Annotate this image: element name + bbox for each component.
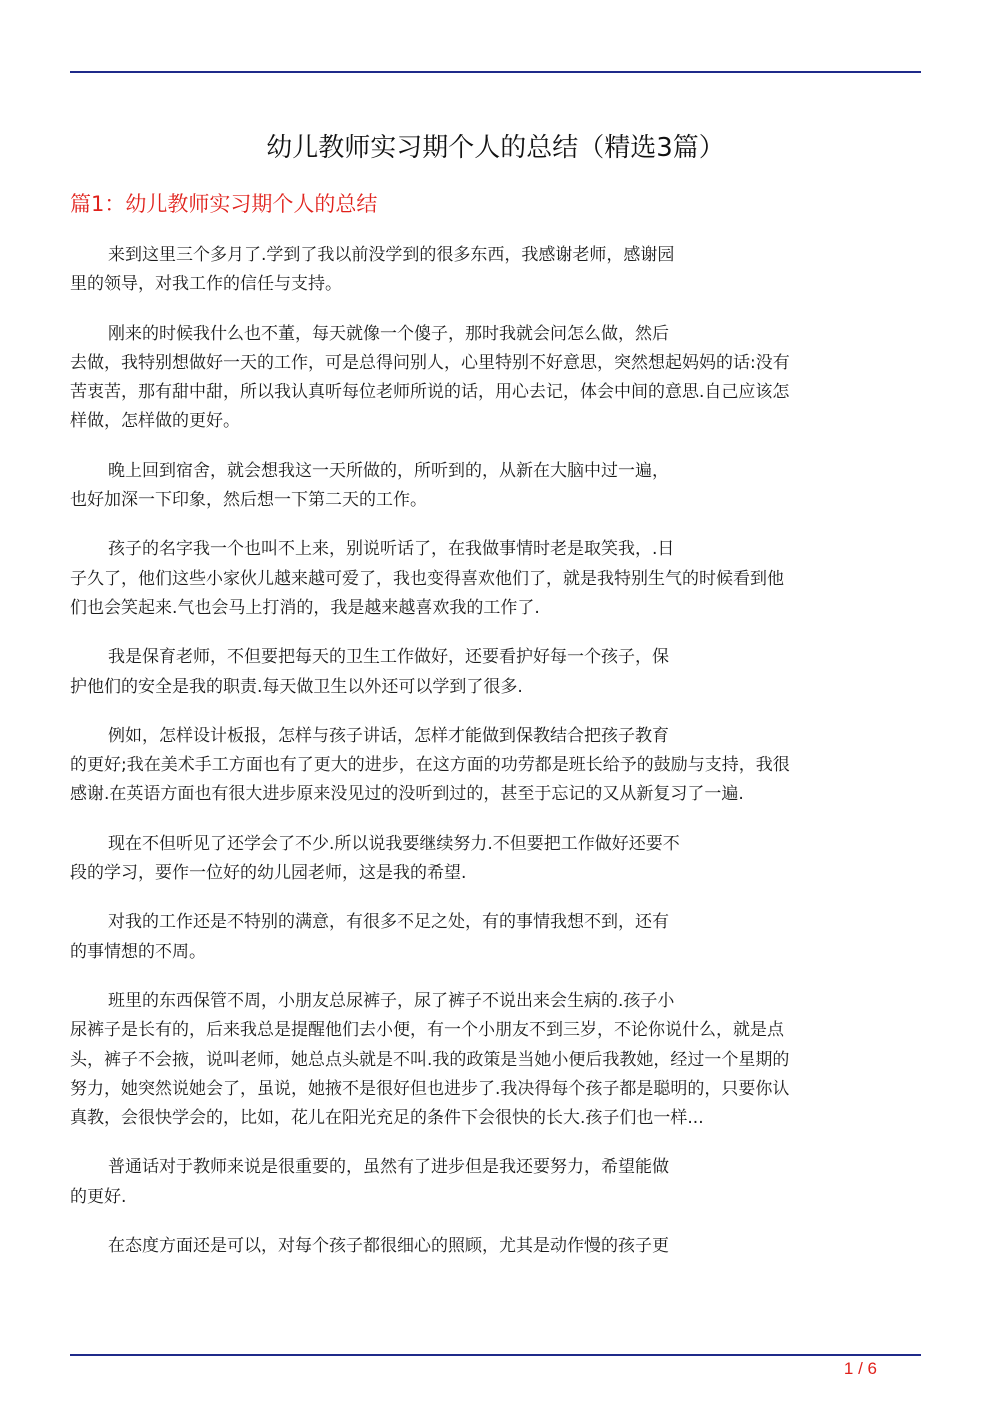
paragraph <box>70 535 918 623</box>
paragraph-line: 的更好. <box>70 1186 127 1207</box>
paragraph <box>70 1153 918 1212</box>
paragraph <box>70 908 918 967</box>
document-title: 幼儿教师实习期个人的总结（精选3篇） <box>266 133 725 163</box>
paragraph-line: 护他们的安全是我的职责.每天做卫生以外还可以学到了很多. <box>70 676 523 697</box>
paragraph <box>70 987 918 1133</box>
paragraph-line: 在态度方面还是可以，对每个孩子都很细心的照顾，尤其是动作慢的孩子更 <box>108 1236 669 1257</box>
section-heading: 篇1：幼儿教师实习期个人的总结 <box>70 192 378 216</box>
paragraph-line: 的更好;我在美术手工方面也有了更大的进步，在这方面的功劳都是班长给予的鼓励与支持，我很 <box>70 755 790 776</box>
paragraph-line: 对我的工作还是不特别的满意，有很多不足之处，有的事情我想不到，还有 <box>108 912 669 933</box>
paragraph-line: 尿裤子是长有的，后来我总是提醒他们去小便，有一个小朋友不到三岁，不论你说什么，就是点 <box>70 1020 784 1041</box>
paragraph <box>70 457 918 516</box>
paragraph-line: 感谢.在英语方面也有很大进步原来没见过的没听到过的，甚至于忘记的又从新复习了一遍. <box>70 784 744 805</box>
top-rule <box>70 71 921 73</box>
paragraph-line: 样做，怎样做的更好。 <box>70 411 240 432</box>
paragraph <box>70 830 918 889</box>
paragraph-line: 们也会笑起来.气也会马上打消的，我是越来越喜欢我的工作了. <box>70 597 540 618</box>
page-number: 1 / 6 <box>843 1359 877 1378</box>
paragraph-line: 来到这里三个多月了.学到了我以前没学到的很多东西，我感谢老师，感谢园 <box>108 245 675 265</box>
paragraph-line: 我是保育老师，不但要把每天的卫生工作做好，还要看护好每一个孩子，保 <box>108 647 669 668</box>
paragraph <box>70 241 918 300</box>
paragraph-line: 现在不但听见了还学会了不少.所以说我要继续努力.不但要把工作做好还要不 <box>108 833 680 854</box>
paragraph <box>70 320 918 437</box>
paragraph-line: 真教，会很快学会的，比如，花儿在阳光充足的条件下会很快的长大.孩子们也一样... <box>70 1108 704 1129</box>
paragraph-line: 子久了，他们这些小家伙儿越来越可爱了，我也变得喜欢他们了，就是我特别生气的时候看到他 <box>70 568 784 589</box>
paragraph-line: 例如，怎样设计板报，怎样与孩子讲话，怎样才能做到保教结合把孩子教育 <box>108 725 669 746</box>
paragraph-line: 普通话对于教师来说是很重要的，虽然有了进步但是我还要努力，希望能做 <box>108 1157 669 1178</box>
paragraph-line: 段的学习，要作一位好的幼儿园老师，这是我的希望. <box>70 863 467 884</box>
paragraph <box>70 722 918 810</box>
paragraph-line: 去做，我特别想做好一天的工作，可是总得问别人，心里特别不好意思，突然想起妈妈的话:没有 <box>70 352 790 373</box>
paragraph-line: 班里的东西保管不周，小朋友总尿裤子，尿了裤子不说出来会生病的.孩子小 <box>108 990 675 1011</box>
paragraph-line: 也好加深一下印象，然后想一下第二天的工作。 <box>70 490 427 511</box>
paragraph <box>70 1232 918 1261</box>
paragraph-line: 里的领导，对我工作的信任与支持。 <box>70 274 342 295</box>
paragraph-line: 头，裤子不会掖，说叫老师，她总点头就是不叫.我的政策是当她小便后我教她，经过一个星期的 <box>70 1049 790 1070</box>
document-body <box>70 241 918 1281</box>
paragraph <box>70 643 918 702</box>
paragraph-line: 晚上回到宿舍，就会想我这一天所做的，所听到的，从新在大脑中过一遍， <box>108 460 669 481</box>
bottom-rule <box>70 1354 921 1356</box>
paragraph-line: 的事情想的不周。 <box>70 941 206 962</box>
paragraph-line: 刚来的时候我什么也不董，每天就像一个傻子，那时我就会问怎么做，然后 <box>108 323 669 344</box>
paragraph-line: 努力，她突然说她会了，虽说，她掖不是很好但也进步了.我决得每个孩子都是聪明的，只要你认 <box>70 1078 790 1099</box>
paragraph-line: 孩子的名字我一个也叫不上来，别说听话了，在我做事情时老是取笑我，.日 <box>108 539 675 560</box>
paragraph-line: 苦衷苦，那有甜中甜，所以我认真听每位老师所说的话，用心去记，体会中间的意思.自己应该怎 <box>70 382 790 403</box>
